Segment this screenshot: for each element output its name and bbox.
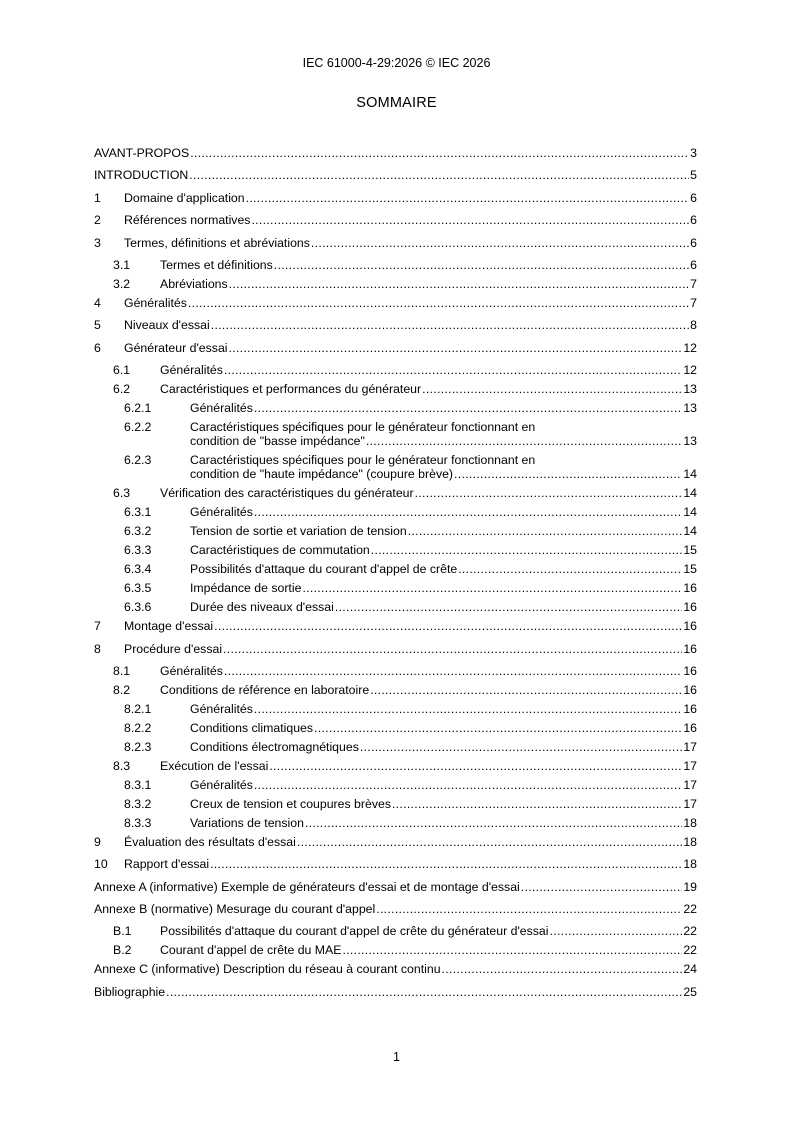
toc-entry[interactable]: [94, 664, 697, 678]
toc-entry-page: 6: [690, 257, 697, 272]
toc-entry-page: 16: [683, 581, 697, 596]
dot-leader: [254, 702, 682, 716]
toc-entry-number: 8.2.1: [124, 701, 152, 716]
dot-leader: [223, 642, 682, 656]
toc-entry-number: 6.2.2: [124, 420, 152, 435]
toc-entry-page: 24: [683, 962, 697, 977]
toc-entry-label: Termes, définitions et abréviations: [124, 235, 310, 250]
toc-entry-page: 14: [683, 524, 697, 539]
toc-entry[interactable]: [94, 168, 697, 182]
dot-leader: [188, 296, 689, 310]
toc-entry-label: Durée des niveaux d'essai: [190, 600, 334, 615]
dot-leader: [274, 258, 689, 272]
toc-entry-label: Caractéristiques spécifiques pour le générateur fonctionnant en: [190, 453, 536, 468]
dot-leader: [190, 146, 689, 160]
toc-entry-label: AVANT-PROPOS: [94, 146, 190, 160]
toc-entry-page: 14: [683, 505, 697, 520]
toc-entry-page: 25: [683, 984, 697, 999]
toc-entry-number: 4: [94, 295, 101, 310]
dot-leader: [210, 857, 682, 871]
dot-leader: [214, 619, 682, 633]
toc-entry[interactable]: [94, 721, 697, 735]
toc-entry-number: 6.3.1: [124, 505, 152, 520]
toc-entry-number: 3.2: [113, 276, 131, 291]
toc-entry-label: Caractéristiques et performances du générateur: [160, 382, 422, 397]
toc-entry[interactable]: [94, 146, 697, 160]
dot-leader: [166, 985, 682, 999]
dot-leader: [408, 524, 683, 538]
toc-entry-label: Niveaux d'essai: [124, 318, 210, 333]
toc-entry-page: 22: [683, 943, 697, 958]
toc-entry-page: 16: [683, 600, 697, 615]
toc-entry-label: Conditions climatiques: [190, 720, 314, 735]
toc-entry-label: Caractéristiques spécifiques pour le générateur fonctionnant en: [190, 420, 536, 435]
toc-entry-number: 8.3.2: [124, 796, 152, 811]
toc-entry[interactable]: [94, 740, 697, 754]
toc-entry-number: 8.3: [113, 758, 131, 773]
toc-entry-page: 16: [683, 682, 697, 697]
toc-entry-label: Exécution de l'essai: [160, 758, 269, 773]
dot-leader: [415, 486, 683, 500]
toc-entry-page: 17: [683, 739, 697, 754]
toc-entry[interactable]: [94, 943, 697, 957]
toc-entry-number: 6.2: [113, 382, 131, 397]
toc-entry-label: Générateur d'essai: [124, 340, 228, 355]
toc-entry-page: 16: [683, 641, 697, 656]
dot-leader: [366, 434, 682, 448]
toc-entry-label: Généralités: [124, 295, 187, 310]
dot-leader: [211, 318, 689, 332]
toc-entry[interactable]: [94, 642, 697, 656]
toc-entry[interactable]: [94, 258, 697, 272]
toc-entry-page: 17: [683, 796, 697, 811]
toc-entry-label: Impédance de sortie: [190, 581, 302, 596]
toc-entry-number: 1: [94, 190, 101, 205]
toc-entry-page: 18: [683, 834, 697, 849]
dot-leader: [251, 213, 689, 227]
toc-entry[interactable]: [94, 683, 697, 697]
toc-entry[interactable]: [94, 835, 697, 849]
toc-entry-page: 6: [690, 235, 697, 250]
toc-entry-label: Généralités: [190, 701, 253, 716]
toc-entry-label: Références normatives: [124, 213, 251, 228]
toc-entry-label: Creux de tension et coupures brèves: [190, 796, 391, 811]
toc-entry-label: Abréviations: [160, 276, 228, 291]
toc-entry[interactable]: [94, 318, 697, 332]
toc-entry-label: Possibilités d'attaque du courant d'appel de crête: [190, 562, 458, 577]
toc-entry-label: Variations de tension: [190, 815, 304, 830]
toc-entry-page: 16: [683, 619, 697, 634]
toc-entry[interactable]: [94, 296, 697, 310]
toc-entry[interactable]: [94, 191, 697, 205]
toc-entry[interactable]: [94, 382, 697, 396]
toc-entry-label-continued: condition de "basse impédance": [190, 434, 365, 449]
toc-entry[interactable]: [94, 505, 697, 519]
toc-entry-label: Généralités: [190, 401, 253, 416]
toc-entry[interactable]: [94, 619, 697, 633]
toc-entry-page: 6: [690, 190, 697, 205]
dot-leader: [370, 683, 682, 697]
dot-leader: [305, 816, 682, 830]
toc-entry-number: B.2: [113, 943, 132, 958]
toc-entry-label: Montage d'essai: [124, 619, 214, 634]
dot-leader: [392, 797, 682, 811]
toc-entry[interactable]: [94, 401, 697, 415]
toc-entry[interactable]: [94, 880, 697, 894]
dot-leader: [371, 543, 683, 557]
page-number: 1: [393, 1050, 400, 1064]
toc-entry-number: B.1: [113, 924, 132, 939]
toc-entry-number: 6.3.4: [124, 562, 152, 577]
dot-leader: [269, 759, 682, 773]
toc-entry-page: 7: [690, 276, 697, 291]
toc-entry-label: Généralités: [160, 363, 223, 378]
toc-entry-number: 8.2: [113, 682, 131, 697]
toc-entry-number: 6: [94, 340, 101, 355]
dot-leader: [314, 721, 682, 735]
toc-entry-number: 8: [94, 641, 101, 656]
dot-leader: [189, 168, 689, 182]
toc-entry-label: Bibliographie: [94, 984, 166, 999]
toc-entry[interactable]: [94, 581, 697, 595]
toc-entry[interactable]: [94, 759, 697, 773]
toc-entry-label: Vérification des caractéristiques du générateur: [160, 486, 414, 501]
toc-entry[interactable]: [94, 816, 697, 830]
toc-entry-page: 18: [683, 815, 697, 830]
toc-entry-page: 13: [683, 382, 697, 397]
toc-entry-label: Caractéristiques de commutation: [190, 543, 370, 558]
toc-entry[interactable]: [94, 562, 697, 576]
dot-leader: [422, 382, 682, 396]
dot-leader: [442, 962, 683, 976]
toc-entry[interactable]: [94, 778, 697, 792]
toc-entry-number: 6.3: [113, 486, 131, 501]
dot-leader: [550, 924, 683, 938]
toc-entry-label: Domaine d'application: [124, 190, 245, 205]
dot-leader: [342, 943, 682, 957]
toc-entry-label: Annexe C (informative) Description du réseau à courant continu: [94, 962, 441, 977]
toc-entry-page: 17: [683, 758, 697, 773]
toc-entry-label: Annexe A (informative) Exemple de générateurs d'essai et de montage d'essai: [94, 879, 520, 894]
toc-entry[interactable]: [94, 486, 697, 500]
toc-entry-number: 10: [94, 857, 108, 872]
dot-leader: [224, 363, 682, 377]
toc-entry-page: 13: [683, 434, 697, 449]
toc-entry[interactable]: [94, 341, 697, 355]
toc-entry-label: Annexe B (normative) Mesurage du courant d'appel: [94, 902, 376, 917]
dot-leader: [302, 581, 682, 595]
toc-entry-number: 8.3.1: [124, 777, 152, 792]
dot-leader: [376, 902, 682, 916]
toc-entry-number: 6.3.3: [124, 543, 152, 558]
toc-entry-label: Généralités: [160, 663, 223, 678]
toc-entry-page: 5: [690, 168, 697, 183]
dot-leader: [335, 600, 682, 614]
toc-entry-page: 16: [683, 720, 697, 735]
toc-entry-label: Procédure d'essai: [124, 641, 223, 656]
toc-entry[interactable]: [94, 985, 697, 999]
toc-entry-number: 6.3.2: [124, 524, 152, 539]
toc-entry[interactable]: [94, 600, 697, 614]
toc-entry-page: 13: [683, 401, 697, 416]
dot-leader: [254, 778, 682, 792]
toc-entry[interactable]: [94, 902, 697, 916]
toc-entry[interactable]: [94, 420, 697, 448]
toc-entry-page: 6: [690, 213, 697, 228]
toc-entry-page: 15: [683, 562, 697, 577]
toc-entry-number: 9: [94, 834, 101, 849]
dot-leader: [311, 236, 689, 250]
toc-entry-number: 3: [94, 235, 101, 250]
toc-entry[interactable]: [94, 797, 697, 811]
toc-entry-label: Courant d'appel de crête du MAE: [160, 943, 342, 958]
toc-entry-page: 22: [683, 924, 697, 939]
toc-entry-label: Évaluation des résultats d'essai: [124, 834, 296, 849]
toc-entry-label: INTRODUCTION: [94, 168, 189, 183]
toc-entry-number: 7: [94, 619, 101, 634]
toc-entry-page: 3: [690, 146, 697, 160]
toc-entry-label-continued: condition de "haute impédance" (coupure brève): [190, 467, 454, 482]
toc-entry[interactable]: [94, 453, 697, 481]
toc-entry[interactable]: [94, 924, 697, 938]
toc-entry[interactable]: [94, 236, 697, 250]
toc-entry-number: 5: [94, 318, 101, 333]
toc-entry-number: 8.1: [113, 663, 131, 678]
dot-leader: [521, 880, 683, 894]
toc-entry-number: 6.1: [113, 363, 131, 378]
toc-entry-page: 7: [690, 295, 697, 310]
toc-entry-label: Rapport d'essai: [124, 857, 210, 872]
toc-entry-number: 2: [94, 213, 101, 228]
toc-entry-label: Conditions de référence en laboratoire: [160, 682, 370, 697]
toc-entry-page: 14: [683, 486, 697, 501]
toc-entry-number: 3.1: [113, 257, 131, 272]
toc-entry-page: 12: [683, 340, 697, 355]
toc-entry[interactable]: [94, 702, 697, 716]
toc-entry-number: 6.3.5: [124, 581, 152, 596]
dot-leader: [229, 277, 689, 291]
toc-entry-number: 6.3.6: [124, 600, 152, 615]
toc-entry[interactable]: [94, 857, 697, 871]
dot-leader: [454, 467, 682, 481]
toc-entry[interactable]: [94, 524, 697, 538]
dot-leader: [246, 191, 690, 205]
toc-entry-page: 12: [683, 363, 697, 378]
toc-entry-page: 19: [683, 879, 697, 894]
table-of-contents: [94, 146, 697, 1007]
toc-entry[interactable]: [94, 363, 697, 377]
toc-entry-label: Tension de sortie et variation de tension: [190, 524, 407, 539]
toc-entry-page: 14: [683, 467, 697, 482]
dot-leader: [254, 505, 682, 519]
toc-entry-label: Possibilités d'attaque du courant d'appel de crête du générateur d'essai: [160, 924, 549, 939]
toc-entry[interactable]: [94, 213, 697, 227]
toc-entry-number: 8.3.3: [124, 815, 152, 830]
toc-entry-number: 8.2.2: [124, 720, 152, 735]
toc-entry-label: Termes et définitions: [160, 257, 273, 272]
toc-entry[interactable]: [94, 277, 697, 291]
toc-entry[interactable]: [94, 962, 697, 976]
toc-entry-label: Conditions électromagnétiques: [190, 739, 359, 754]
dot-leader: [229, 341, 683, 355]
toc-entry-page: 18: [683, 857, 697, 872]
toc-entry-page: 8: [690, 318, 697, 333]
toc-entry[interactable]: [94, 543, 697, 557]
toc-entry-page: 15: [683, 543, 697, 558]
toc-entry-number: 8.2.3: [124, 739, 152, 754]
toc-entry-number: 6.2.3: [124, 453, 152, 468]
dot-leader: [224, 664, 682, 678]
dot-leader: [297, 835, 682, 849]
toc-entry-page: 16: [683, 663, 697, 678]
document-header: IEC 61000-4-29:2026 © IEC 2026: [302, 56, 491, 70]
dot-leader: [360, 740, 682, 754]
toc-entry-number: 6.2.1: [124, 401, 152, 416]
toc-entry-page: 17: [683, 777, 697, 792]
dot-leader: [458, 562, 682, 576]
toc-entry-label: Généralités: [190, 505, 253, 520]
page-title: SOMMAIRE: [356, 95, 437, 111]
dot-leader: [254, 401, 682, 415]
toc-entry-page: 22: [683, 902, 697, 917]
toc-entry-page: 16: [683, 701, 697, 716]
toc-entry-label: Généralités: [190, 777, 253, 792]
